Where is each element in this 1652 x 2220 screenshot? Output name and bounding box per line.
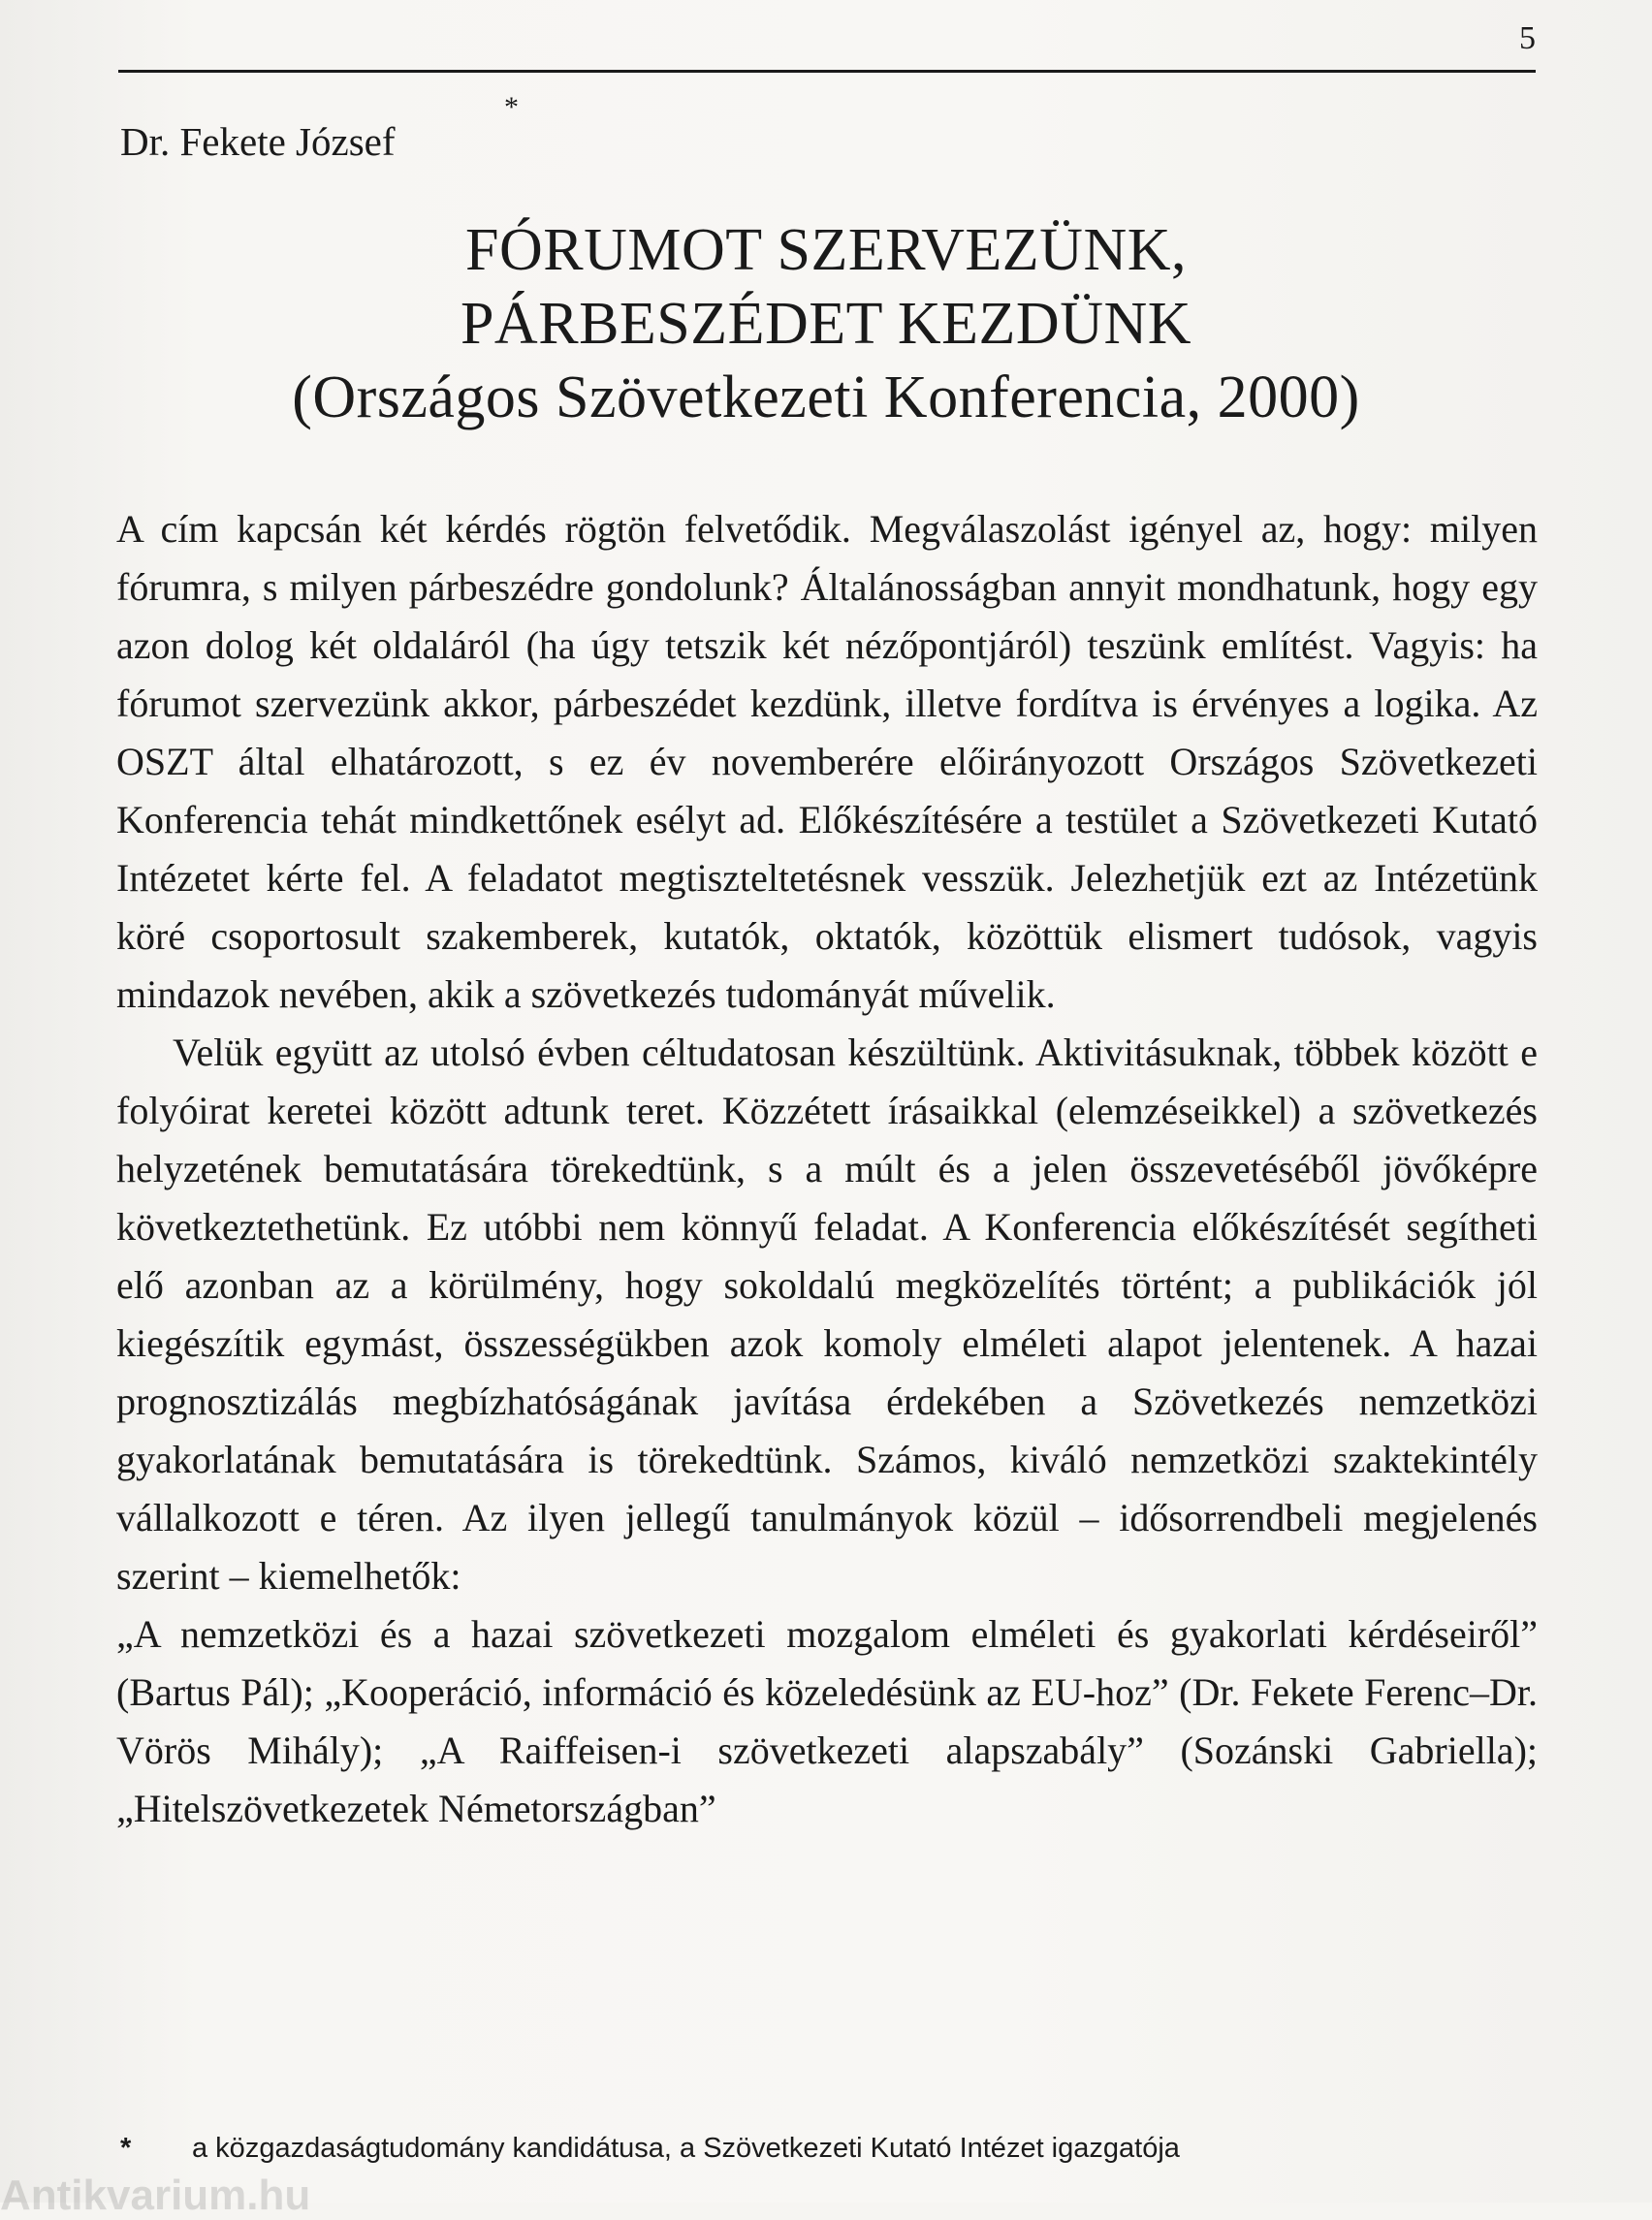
footnote-text: a közgazdaságtudomány kandidátusa, a Szövetkezeti Kutató Intézet igazgatója <box>192 2133 1180 2164</box>
paragraph-3: „A nemzetközi és a hazai szövetkezeti mozgalom elméleti és gyakorlati kérdéseiről” (Bartus Pál); „Kooperáció, információ és közeledésünk az EU-hoz” (Dr. Fekete Ferenc–Dr. Vörös Mihály); „A Raiffeisen-i szövetkezeti alapszabály” (Sozánski Gabriella); „Hitelszövetkezetek Németországban” <box>116 1612 1538 1830</box>
title-line-2: PÁRBESZÉDET KEZDÜNK <box>460 291 1192 357</box>
footnote <box>120 2129 1536 2168</box>
paragraph-1: A cím kapcsán két kérdés rögtön felvetődik. Megválaszolást igényel az, hogy: milyen fórumra, s milyen párbeszédre gondolunk? Általánosságban annyit mondhatunk, hogy egy azon dolog két oldaláról (ha úgy tetszik két nézőpontjáról) teszünk említést. Vagyis: ha fórumot szervezünk akkor, párbeszédet kezdünk, illetve fordítva is érvényes a logika. Az OSZT által elhatározott, s ez év novemberére előirányozott Országos Szövetkezeti Konferencia tehát mindkettőnek esélyt ad. Előkészítésére a testület a Szövetkezeti Kutató Intézetet kérte fel. A feladatot megtiszteltetésnek vesszük. Jelezhetjük ezt az Intézetünk köré csoportosult szakemberek, kutatók, oktatók, közöttük elismert tudósok, vagyis mindazok nevében, akik a szövetkezés tudományát művelik. <box>116 507 1538 1016</box>
author-name: Dr. Fekete József <box>120 119 396 164</box>
watermark: Antikvarium.hu <box>0 2172 311 2219</box>
title-line-3: (Országos Szövetkezeti Konferencia, 2000) <box>292 365 1360 430</box>
paragraph-2: Velük együtt az utolsó évben céltudatosan készültünk. Aktivitásuknak, többek között e folyóirat keretei között adtunk teret. Közzétett írásaikkal (elemzéseikkel) a szövetkezés helyzetének bemutatására törekedtünk, s a múlt és a jelen összevetéséből jövőképre következtethetünk. Ez utóbbi nem könnyű feladat. A Konferencia előkészítését segítheti elő azonban az a körülmény, hogy sokoldalú megközelítés történt; a publikációk jól kiegészítik egymást, összességükben azok komoly elméleti alapot jelentenek. A hazai prognosztizálás megbízhatóságának javítása érdekében a Szövetkezés nemzetközi gyakorlatának bemutatására is törekedtünk. Számos, kiváló nemzetközi szaktekintély vállalkozott e téren. Az ilyen jellegű tanulmányok közül – idősorrendbeli megjelenés szerint – kiemelhetők: <box>116 1031 1538 1598</box>
header-rule <box>118 70 1536 73</box>
page-number: 5 <box>1519 20 1536 56</box>
author-footnote-marker: * <box>504 91 519 123</box>
article-body <box>116 500 1538 1838</box>
footnote-marker: * <box>120 2133 132 2164</box>
article-title <box>118 213 1534 434</box>
title-line-1: FÓRUMOT SZERVEZÜNK, <box>465 217 1187 283</box>
